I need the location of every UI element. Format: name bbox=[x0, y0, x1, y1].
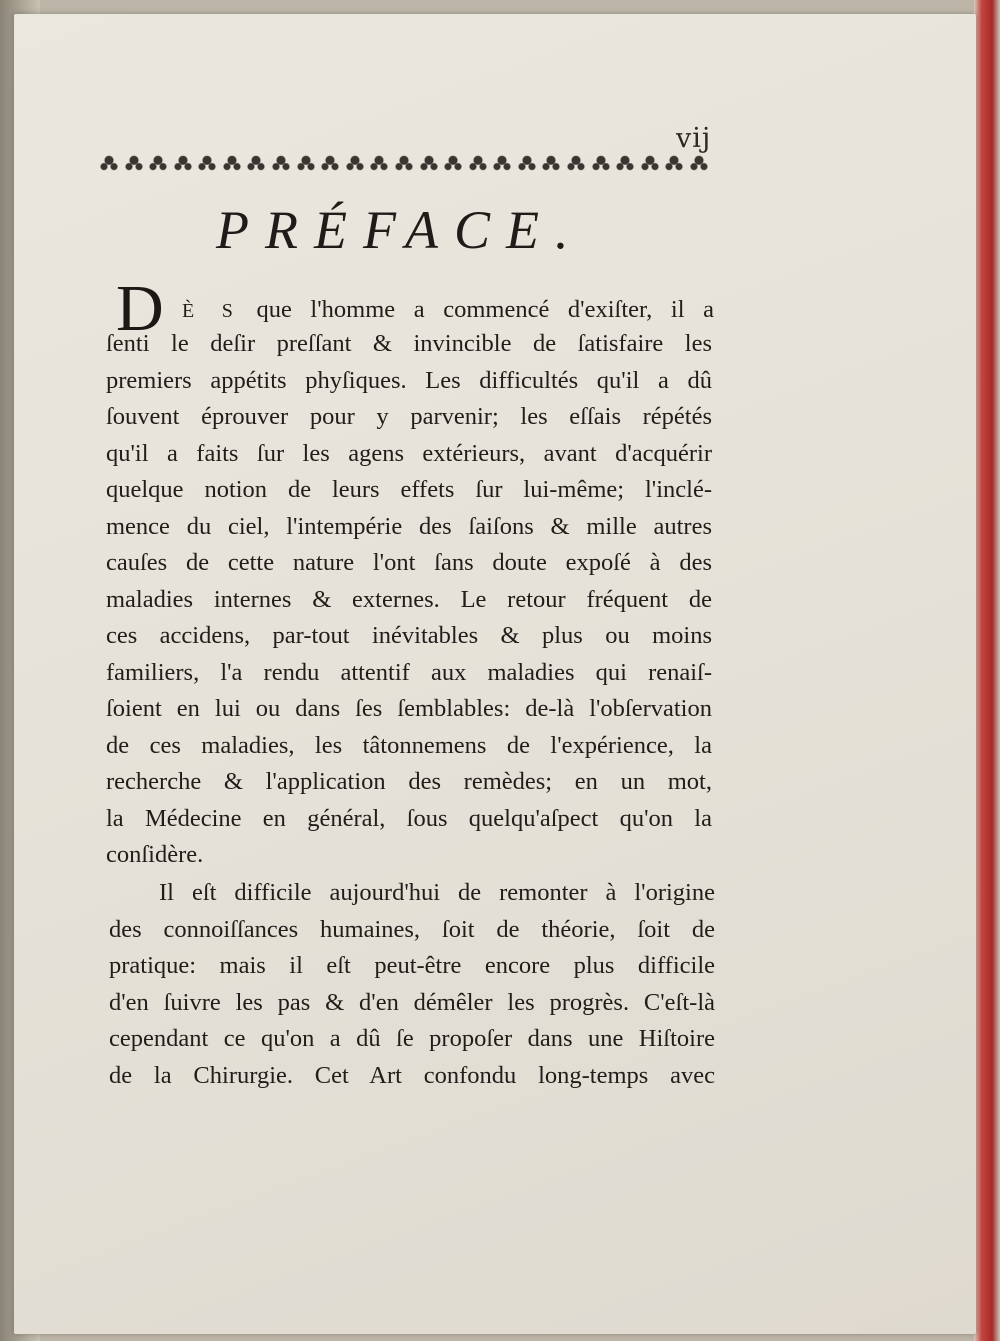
fleuron-icon bbox=[419, 154, 439, 172]
text-line: recherche & l'application des remèdes; en un mot, bbox=[106, 768, 712, 795]
fleuron-icon bbox=[591, 154, 611, 172]
fleuron-icon bbox=[148, 154, 168, 172]
fleuron-icon bbox=[271, 154, 291, 172]
text-line: ſenti le deſir preſſant & invincible de ſatisfaire les bbox=[106, 330, 712, 357]
fleuron-icon bbox=[566, 154, 586, 172]
fleuron-icon bbox=[492, 154, 512, 172]
fleuron-icon bbox=[345, 154, 365, 172]
fleuron-icon bbox=[173, 154, 193, 172]
fleuron-icon bbox=[541, 154, 561, 172]
fleuron-icon bbox=[689, 154, 709, 172]
fleuron-icon bbox=[320, 154, 340, 172]
fleuron-icon bbox=[517, 154, 537, 172]
fleuron-icon bbox=[222, 154, 242, 172]
text-line: maladies internes & externes. Le retour fréquent de bbox=[106, 585, 712, 613]
fleuron-icon bbox=[124, 154, 144, 172]
text-line: de ces maladies, les tâtonnemens de l'expérience, la bbox=[106, 731, 712, 759]
text-line: qu'il a faits ſur les agens extérieurs, avant d'acquérir bbox=[106, 439, 712, 467]
text-line: de la Chirurgie. Cet Art confondu long-temps avec bbox=[109, 1061, 715, 1089]
page-number: vij bbox=[676, 123, 712, 154]
text-line: la Médecine en général, ſous quelqu'aſpect qu'on la bbox=[106, 804, 712, 832]
text-line: premiers appétits phyſiques. Les difficultés qu'il a dû bbox=[106, 366, 712, 394]
text-line: cauſes de cette nature l'ont ſans doute expoſé à des bbox=[106, 549, 712, 576]
text-line: conſidère. bbox=[106, 841, 204, 868]
smallcaps-text: È S bbox=[182, 300, 238, 322]
text-line: cependant ce qu'on a dû ſe propoſer dans une Hiſtoire bbox=[109, 1025, 715, 1052]
first-line-rest: que l'homme a commencé d'exiſter, il a bbox=[256, 296, 715, 323]
text-line: familiers, l'a rendu attentif aux maladies qui renaiſ- bbox=[106, 658, 712, 686]
fleuron-icon bbox=[468, 154, 488, 172]
fleuron-icon bbox=[664, 154, 684, 172]
first-text-line bbox=[182, 295, 714, 325]
fleuron-icon bbox=[640, 154, 660, 172]
fleuron-icon bbox=[443, 154, 463, 172]
text-line: Il eſt difficile aujourd'hui de remonter à l'origine bbox=[159, 879, 715, 906]
fleuron-icon bbox=[394, 154, 414, 172]
fleuron-icon bbox=[296, 154, 316, 172]
fleuron-icon bbox=[369, 154, 389, 172]
text-line: ſoient en lui ou dans ſes ſemblables: de-là l'obſervation bbox=[106, 695, 712, 722]
text-line: ſouvent éprouver pour y parvenir; les eſſais répétés bbox=[106, 403, 712, 430]
text-line: ces accidens, par-tout inévitables & plus ou moins bbox=[106, 622, 712, 649]
fleuron-icon bbox=[615, 154, 635, 172]
text-line: mence du ciel, l'intempérie des ſaiſons & mille autres bbox=[106, 512, 712, 540]
text-line: d'en ſuivre les pas & d'en démêler les progrès. C'eſt-là bbox=[109, 988, 715, 1016]
fleuron-icon bbox=[99, 154, 119, 172]
fleuron-icon bbox=[246, 154, 266, 172]
text-line: des connoiſſances humaines, ſoit de théorie, ſoit de bbox=[109, 915, 715, 943]
page-title: PRÉFACE. bbox=[216, 200, 585, 260]
decorative-ornament-band bbox=[99, 148, 709, 178]
text-line: pratique: mais il eſt peut-être encore plus difficile bbox=[109, 952, 715, 979]
fleuron-icon bbox=[197, 154, 217, 172]
drop-cap: D bbox=[116, 272, 164, 345]
red-page-edge bbox=[974, 0, 1000, 1341]
text-line: quelque notion de leurs effets ſur lui-même; l'inclé- bbox=[106, 476, 712, 503]
